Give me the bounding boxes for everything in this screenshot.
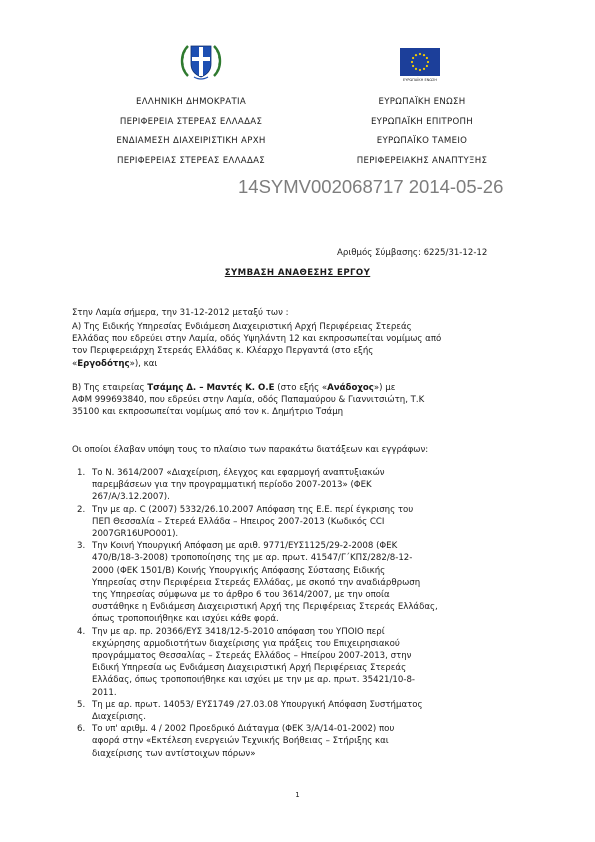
- contract-number: Αριθμός Σύμβασης: 6225/31-12-12: [337, 248, 488, 258]
- list-item-line: 267/Α/3.12.2007).: [92, 492, 170, 503]
- greek-coat-of-arms-icon: [178, 38, 224, 84]
- party-b-line: ΑΦΜ 999693840, που εδρεύει στην Λαμία, οδός Παπαμαύρου & Γιαννιτσιώτη, Τ.Κ: [72, 395, 425, 406]
- list-item-line: Το υπ' αριθμ. 4 / 2002 Προεδρικό Διάταγμα (ΦΕΚ 3/Α/14-01-2002) που: [92, 724, 395, 735]
- header-right-line: ΕΥΡΩΠΑΪΚΗ ΕΝΩΣΗ: [378, 97, 466, 107]
- header-left-line: ΠΕΡΙΦΕΡΕΙΑ ΣΤΕΡΕΑΣ ΕΛΛΑΔΑΣ: [119, 116, 263, 127]
- list-item-line: 2000 (ΦΕΚ 1501/Β) Κοινής Υπουργικής Απόφασης Σύστασης Ειδικής: [92, 565, 386, 576]
- header-right-line: ΕΥΡΩΠΑΪΚΗ ΕΠΙΤΡΟΠΗ: [370, 116, 474, 127]
- header-left-column: [76, 93, 306, 171]
- list-item-line: αφορά στην «Εκτέλεση ενεργειών Τεχνικής Βοήθειας – Στήριξης και: [92, 736, 389, 747]
- list-item-number: 1.: [77, 468, 86, 478]
- list-item-number: 4.: [77, 626, 86, 637]
- header-left-line: ΕΛΛΗΝΙΚΗ ΔΗΜΟΚΡΑΤΙΑ: [135, 97, 247, 107]
- list-item-number: 6.: [77, 724, 86, 735]
- list-item-line: Ελλάδας, όπως τροποποιήθηκε και ισχύει με την με αρ. πρωτ. 35421/10-8-: [92, 675, 416, 686]
- party-a-role-prefix: «: [72, 358, 78, 369]
- list-item: [72, 504, 540, 541]
- list-item-line: 2011.: [92, 687, 117, 698]
- list-item-line: ΠΕΠ Θεσσαλία – Στερεά Ελλάδα – Ηπειρος 2007-2013 (Κωδικός CCI: [92, 516, 385, 527]
- party-a-role: Εργοδότης: [77, 358, 130, 369]
- provisions-list: [72, 467, 540, 760]
- party-b-suffix: ») με: [373, 383, 396, 393]
- list-item-line: 2007GR16UPO001).: [92, 529, 179, 540]
- party-b-first-line: [72, 382, 540, 394]
- list-item-line: 470/Β/18-3-2008) τροποποίησης της με αρ. πρωτ. 41547/Γ΄ΚΠΣ/282/8-12-: [92, 553, 413, 564]
- eu-flag-caption: ΕΥΡΩΠΑΪΚΗ ΕΝΩΣΗ: [402, 78, 438, 82]
- list-item-line: Την με αρ. C (2007) 5332/26.10.2007 Απόφαση της Ε.Ε. περί έγκρισης του: [92, 504, 414, 515]
- list-item-line: Υπηρεσίας στην Περιφέρεια Στερεάς Ελλάδας, με σκοπό την αναδιάρθρωση: [92, 577, 421, 588]
- intro-line: Στην Λαμία σήμερα, την 31-12-2012 μεταξύ των :: [72, 308, 289, 318]
- considered-line: Οι οποίοι έλαβαν υπόψη τους το πλαίσιο των παρακάτω διατάξεων και εγγράφων:: [72, 445, 429, 455]
- party-b-role: Ανάδοχος: [327, 383, 374, 393]
- list-item-line: όπως τροποποιήθηκε και ισχύει κάθε φορά.: [92, 614, 279, 625]
- list-item-line: διαχείρισης των αντίστοιχων πόρων»: [92, 748, 256, 759]
- party-b-mid: (στο εξής «: [274, 383, 328, 393]
- eu-flag-icon: [400, 48, 440, 76]
- list-item-number: 5.: [77, 699, 86, 710]
- party-a-line: Α) Της Ειδικής Υπηρεσίας Ενδιάμεση Διαχειριστική Αρχή Περιφέρειας Στερεάς: [72, 322, 412, 332]
- party-a-role-line: [72, 358, 540, 370]
- list-item: [72, 723, 540, 760]
- list-item: [72, 467, 540, 504]
- header-right-line: ΕΥΡΩΠΑΪΚΟ ΤΑΜΕΙΟ: [376, 136, 468, 146]
- list-item-line: Διαχείρισης.: [92, 712, 147, 723]
- party-b-company: Τσάμης Δ. – Μαντές Κ. Ο.Ε: [147, 383, 275, 393]
- list-item-line: της Υπηρεσίας σύμφωνα με το άρθρο 6 του 3614/2007, με την οποία: [92, 590, 390, 601]
- party-a-line: τον Περιφερειάρχη Στερεάς Ελλάδας κ. Κλέαρχο Περγαντά (στο εξής: [72, 346, 374, 357]
- list-item-line: Τη με αρ. πρωτ. 14053/ ΕΥΣ1749 /27.03.08 Υπουργική Απόφαση Συστήματος: [92, 699, 423, 710]
- list-item-line: Την με αρ. πρ. 20366/ΕΥΣ 3418/12-5-2010 απόφαση του ΥΠΟΙΟ περί: [92, 626, 385, 637]
- diavgeia-stamp: 14SYMV002068717 2014-05-26: [238, 176, 504, 197]
- list-item-line: προγράμματος Θεσσαλίας – Στερεάς Ελλάδος – Ηπείρου 2007-2013, στην: [92, 651, 412, 662]
- party-a-role-suffix: »), και: [129, 358, 158, 369]
- list-item-line: συστάθηκε η Ενδιάμεση Διαχειριστική Αρχή της Περιφέρειας Στερεάς Ελλάδας,: [92, 602, 438, 613]
- list-item: [72, 699, 540, 723]
- party-a-paragraph: [72, 321, 540, 370]
- party-a-line: Ελλάδας που εδρεύει στην Λαμία, οδός Υψηλάντη 12 και εκπροσωπείται νομίμως από: [72, 334, 442, 345]
- header-right-line: ΠΕΡΙΦΕΡΕΙΑΚΗΣ ΑΝΑΠΤΥΞΗΣ: [356, 155, 488, 166]
- party-b-prefix: Β) Της εταιρείας: [72, 383, 148, 393]
- header-left-line: ΠΕΡΙΦΕΡΕΙΑΣ ΣΤΕΡΕΑΣ ΕΛΛΑΔΑΣ: [116, 155, 266, 166]
- header-left-line: ΕΝΔΙΑΜΕΣΗ ΔΙΑΧΕΙΡΙΣΤΙΚΗ ΑΡΧΗ: [116, 136, 266, 146]
- list-item-number: 2.: [77, 504, 86, 515]
- header-right-column: [307, 93, 537, 171]
- list-item-line: παρεμβάσεων για την προγραμματική περίοδο 2007-2013» (ΦΕΚ: [92, 480, 372, 491]
- list-item: [72, 626, 540, 699]
- list-item: [72, 540, 540, 625]
- list-item-line: Την Κοινή Υπουργική Απόφαση με αριθ. 9771/ΕΥΣ1125/29-2-2008 (ΦΕΚ: [92, 541, 398, 552]
- list-item-line: Ειδική Υπηρεσία ως Ενδιάμεση Διαχειριστική Αρχή Περιφέρειας Στερεάς: [92, 663, 407, 674]
- page-number: 1: [295, 791, 300, 799]
- list-item-number: 3.: [77, 541, 86, 552]
- party-b-line: 35100 και εκπροσωπείται νομίμως από τον κ. Δημήτριο Τσάμη: [72, 407, 344, 418]
- list-item-line: Το Ν. 3614/2007 «Διαχείριση, έλεγχος και εφαρμογή αναπτυξιακών: [92, 468, 385, 478]
- party-b-paragraph: [72, 382, 540, 419]
- list-item-line: εκχώρησης αρμοδιοτήτων διαχείρισης για πράξεις του Επιχειρησιακού: [92, 638, 400, 649]
- document-title: ΣΥΜΒΑΣΗ ΑΝΑΘΕΣΗΣ ΕΡΓΟΥ: [224, 268, 371, 278]
